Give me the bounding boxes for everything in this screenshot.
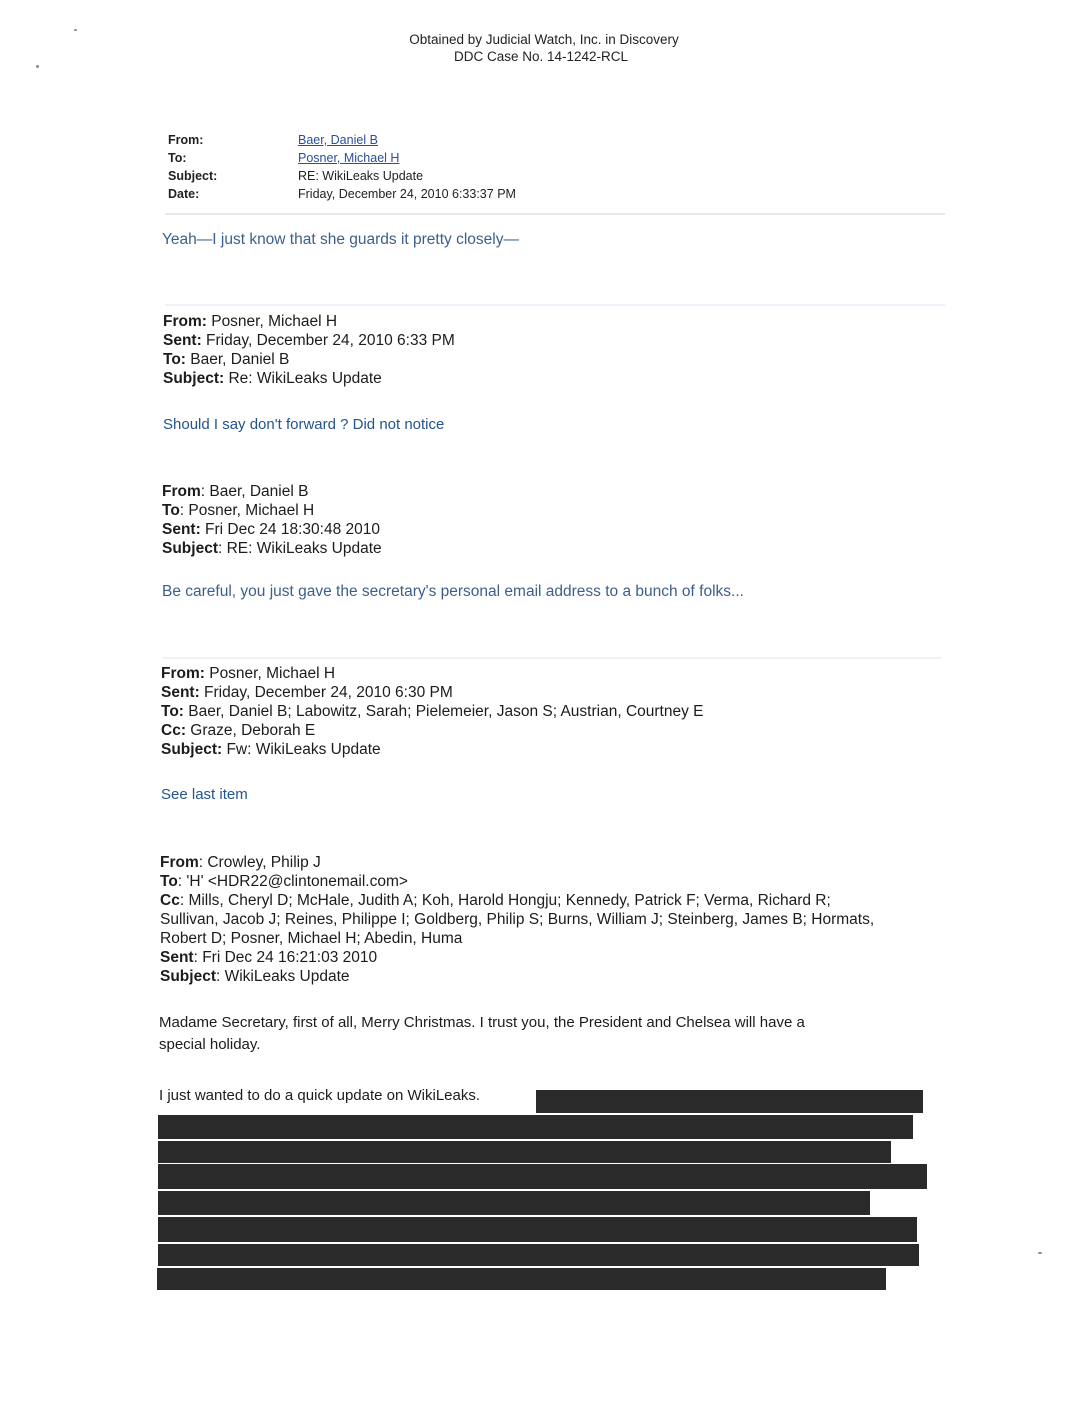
email1-body: Yeah—I just know that she guards it pretty closely— bbox=[162, 231, 519, 248]
email3-header bbox=[162, 482, 382, 558]
email4-sent-label: Sent: bbox=[161, 684, 200, 701]
email5-sent-label: Sent bbox=[160, 949, 194, 966]
email5-subject: : WikiLeaks Update bbox=[215, 968, 350, 985]
email4-to: Baer, Daniel B; Labowitz, Sarah; Pielemeier, Jason S; Austrian, Courtney E bbox=[183, 703, 704, 720]
email3-sent: Fri Dec 24 18:30:48 2010 bbox=[200, 521, 380, 538]
email1-header bbox=[168, 131, 516, 203]
email5-para1-line-2: special holiday. bbox=[159, 1036, 261, 1053]
email2-to: Baer, Daniel B bbox=[185, 351, 290, 368]
email5-cc-label: Cc bbox=[160, 892, 180, 909]
stamp-line-1: Obtained by Judicial Watch, Inc. in Discovery bbox=[409, 32, 679, 47]
email4-cc: Graze, Deborah E bbox=[185, 722, 316, 739]
redaction-bar bbox=[158, 1217, 917, 1242]
email1-from-link[interactable]: Baer, Daniel B bbox=[298, 133, 378, 147]
email5-para1-line-1: Madame Secretary, first of all, Merry Christmas. I trust you, the President and Chelsea will have a bbox=[159, 1014, 805, 1031]
email2-subject-label: Subject: bbox=[163, 370, 225, 387]
email3-from-label: From bbox=[162, 483, 201, 500]
email1-subject-label: Subject: bbox=[168, 169, 218, 183]
email5-to-label: To bbox=[160, 873, 178, 890]
email5-cc-line-2: Sullivan, Jacob J; Reines, Philippe I; Goldberg, Philip S; Burns, William J; Steinberg, James B; Hormats, bbox=[160, 911, 875, 928]
email2-body: Should I say don't forward ? Did not notice bbox=[163, 416, 445, 433]
redaction-bar bbox=[158, 1164, 927, 1189]
email2-from-label: From: bbox=[163, 313, 207, 330]
scan-speck bbox=[1038, 1252, 1042, 1254]
email3-from: : Baer, Daniel B bbox=[200, 483, 309, 500]
scan-speck bbox=[74, 29, 77, 31]
divider bbox=[165, 304, 945, 306]
email5-subject-label: Subject bbox=[160, 968, 216, 985]
email2-header bbox=[163, 312, 455, 388]
email1-to-link[interactable]: Posner, Michael H bbox=[298, 151, 400, 165]
email2-to-label: To: bbox=[163, 351, 186, 368]
email3-subject-label: Subject bbox=[162, 540, 218, 557]
email5-from: : Crowley, Philip J bbox=[198, 854, 321, 871]
email2-subject: Re: WikiLeaks Update bbox=[224, 370, 382, 387]
email4-sent: Friday, December 24, 2010 6:30 PM bbox=[199, 684, 453, 701]
discovery-stamp bbox=[0, 31, 1088, 65]
email5-paragraph-1 bbox=[159, 1012, 805, 1056]
email3-body: Be careful, you just gave the secretary's personal email address to a bunch of folks... bbox=[162, 583, 744, 600]
email4-to-label: To: bbox=[161, 703, 184, 720]
email4-from-label: From: bbox=[161, 665, 205, 682]
email4-subject-label: Subject: bbox=[161, 741, 223, 758]
stamp-line-2: DDC Case No. 14-1242-RCL bbox=[453, 49, 629, 64]
redaction-bar bbox=[158, 1244, 919, 1266]
email4-subject: Fw: WikiLeaks Update bbox=[222, 741, 381, 758]
email5-paragraph-2: I just wanted to do a quick update on WikiLeaks. bbox=[159, 1087, 481, 1104]
email1-date-label: Date: bbox=[168, 187, 200, 201]
email5-header bbox=[160, 853, 874, 986]
email3-subject: : RE: WikiLeaks Update bbox=[217, 540, 382, 557]
email5-sent: : Fri Dec 24 16:21:03 2010 bbox=[193, 949, 378, 966]
email3-to: : Posner, Michael H bbox=[179, 502, 315, 519]
email4-from: Posner, Michael H bbox=[204, 665, 336, 682]
email5-to: : 'H' <HDR22@clintonemail.com> bbox=[177, 873, 408, 890]
scan-speck bbox=[36, 65, 39, 68]
email3-sent-label: Sent: bbox=[162, 521, 201, 538]
email1-date: Friday, December 24, 2010 6:33:37 PM bbox=[298, 187, 516, 201]
email2-sent: Friday, December 24, 2010 6:33 PM bbox=[201, 332, 455, 349]
email2-sent-label: Sent: bbox=[163, 332, 202, 349]
email5-cc-line-3: Robert D; Posner, Michael H; Abedin, Huma bbox=[160, 930, 463, 947]
email5-cc-line-1: : Mills, Cheryl D; McHale, Judith A; Koh, Harold Hongju; Kennedy, Patrick F; Verma, Richard R; bbox=[179, 892, 831, 909]
email4-body: See last item bbox=[161, 786, 248, 803]
redaction-bar bbox=[157, 1268, 886, 1290]
email1-subject: RE: WikiLeaks Update bbox=[298, 169, 424, 183]
redaction-bar bbox=[158, 1141, 891, 1163]
email4-cc-label: Cc: bbox=[161, 722, 186, 739]
divider bbox=[165, 213, 945, 215]
redaction-bar bbox=[536, 1090, 923, 1113]
email2-from: Posner, Michael H bbox=[206, 313, 338, 330]
redaction-bar bbox=[158, 1191, 870, 1215]
email3-to-label: To bbox=[162, 502, 180, 519]
redaction-bar bbox=[158, 1115, 913, 1139]
email5-from-label: From bbox=[160, 854, 199, 871]
divider bbox=[162, 657, 942, 659]
email4-header bbox=[161, 664, 703, 759]
email1-to-label: To: bbox=[168, 151, 187, 165]
email1-from-label: From: bbox=[168, 133, 204, 147]
